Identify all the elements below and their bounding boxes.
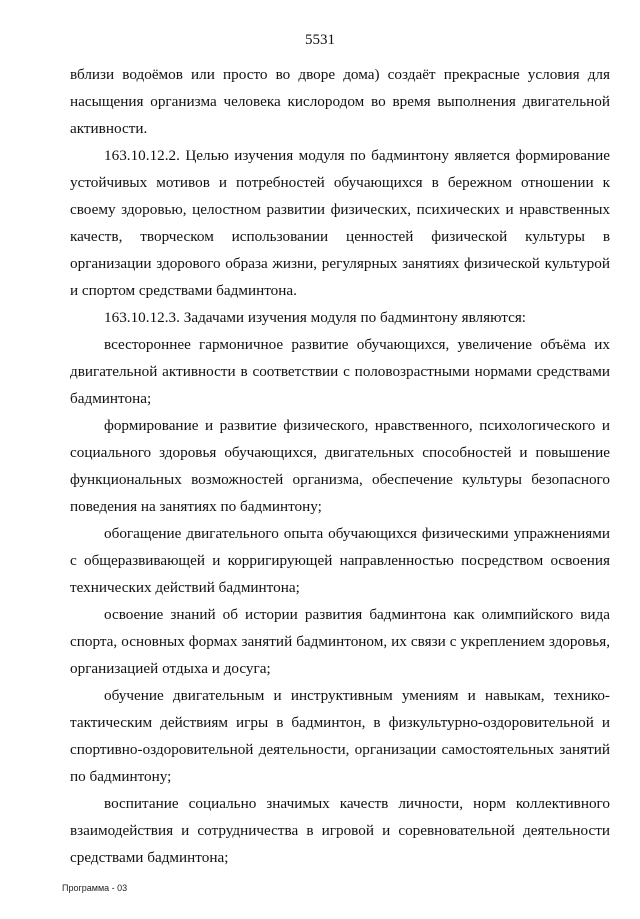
document-body (70, 61, 610, 871)
task-item-skills-training: обучение двигательным и инструктивным умениям и навыкам, технико-тактическим действиям игры в бадминтон, в физкультурно-оздоровительной и спортивно-оздоровительной деятельности, организации самостоятельных занятий по бадминтону; (70, 687, 610, 785)
paragraph-163-10-12-3: 163.10.12.3. Задачами изучения модуля по бадминтону являются: (104, 309, 527, 326)
page-number: 5531 (305, 32, 335, 48)
task-item-personal-qualities: воспитание социально значимых качеств личности, норм коллективного взаимодействия и сотрудничества в игровой и соревновательной деятельности средствами бадминтона; (70, 795, 610, 866)
paragraph-continuation: вблизи водоёмов или просто во дворе дома) создаёт прекрасные условия для насыщения организма человека кислородом во время выполнения двигательной активности. (70, 66, 610, 137)
footer-label: Программа - 03 (62, 883, 128, 893)
task-item-history-knowledge: освоение знаний об истории развития бадминтона как олимпийского вида спорта, основных формах занятий бадминтоном, их связи с укреплением здоровья, организацией отдыха и досуга; (70, 606, 610, 677)
paragraph-163-10-12-2: 163.10.12.2. Целью изучения модуля по бадминтону является формирование устойчивых мотивов и потребностей обучающихся в бережном отношении к своему здоровью, целостном развитии физических, психических и нравственных качеств, творческом использовании ценностей физической культуры в организации здорового образа жизни, регулярных занятиях физической культурой и спортом средствами бадминтона. (70, 147, 610, 299)
task-item-development: всестороннее гармоничное развитие обучающихся, увеличение объёма их двигательной активности в соответствии с половозрастными нормами средствами бадминтона; (70, 336, 610, 407)
task-item-motor-experience: обогащение двигательного опыта обучающихся физическими упражнениями с общеразвивающей и корригирующей направленностью посредством освоения технических действий бадминтона; (70, 525, 610, 596)
task-item-health: формирование и развитие физического, нравственного, психологического и социального здоровья обучающихся, двигательных способностей и повышение функциональных возможностей организма, обеспечение культуры безопасного поведения на занятиях по бадминтону; (70, 417, 610, 515)
